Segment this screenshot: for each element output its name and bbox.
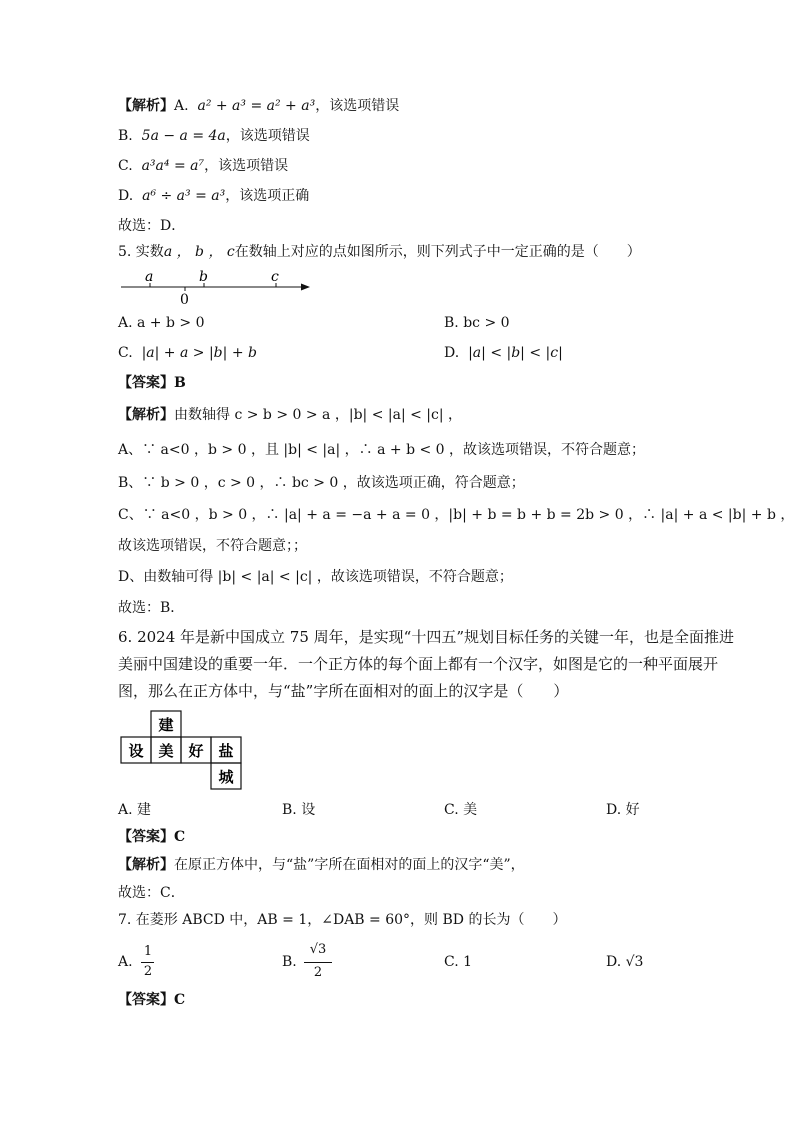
q7-answer: 【答案】C — [118, 992, 186, 1008]
q6-option-c: C. 美 — [444, 802, 478, 818]
q6-option-b: B. 设 — [282, 802, 316, 818]
net-char-top: 建 — [158, 716, 174, 734]
math-expression: |a| + a > |b| + b — [141, 345, 257, 361]
q6-stem-l2: 美丽中国建设的重要一年．一个正方体的每个面上都有一个汉字，如图是它的一种平面展开 — [118, 655, 719, 673]
question-number: 5. 实数 — [118, 244, 164, 260]
q7-stem: 7. 在菱形 ABCD 中，AB = 1，∠DAB = 60°，则 BD 的长为（ ） — [118, 912, 567, 928]
fraction-numerator: 1 — [143, 944, 153, 959]
net-char-bottom: 城 — [218, 768, 234, 786]
analysis-text: 在原正方体中，与“盐”字所在面相对的面上的汉字“美”， — [174, 857, 525, 873]
q5-option-b: B. bc > 0 — [444, 315, 510, 331]
arrow-right-icon — [301, 284, 310, 291]
label-zero: 0 — [180, 292, 189, 308]
q4-analysis-line-a — [118, 96, 399, 116]
math-expression: |a| < |b| < |c| — [468, 345, 563, 361]
fraction-denominator: 2 — [313, 965, 323, 980]
q4-analysis-line-c — [118, 156, 288, 176]
variables: a ， b ， c — [163, 244, 235, 260]
q4-analysis-line-d — [118, 186, 309, 206]
option-label: C. — [118, 158, 133, 174]
q6-option-d: D. 好 — [606, 802, 640, 818]
q5-stem — [118, 242, 641, 262]
label-a: a — [145, 269, 154, 285]
q6-conclusion: 故选：C． — [118, 885, 185, 901]
option-label: B. — [282, 954, 297, 970]
math-expression: a³a⁴ = a⁷ — [141, 158, 205, 174]
option-label: A. — [174, 98, 189, 114]
q5-option-c — [118, 343, 257, 363]
q6-stem-l1: 6. 2024 年是新中国成立 75 周年，是实现“十四五”规划目标任务的关键一年，也是全面推进 — [118, 628, 734, 646]
fraction-numerator: √3 — [309, 942, 327, 957]
q6-analysis-l1 — [118, 855, 525, 875]
math-expression: a⁶ ÷ a³ = a³ — [142, 188, 226, 204]
analysis-tag: 【解析】 — [118, 98, 174, 114]
net-char-2: 美 — [158, 742, 174, 760]
analysis-tag: 【解析】 — [118, 407, 174, 423]
q7-option-d: D. √3 — [606, 954, 644, 970]
q5-analysis-l6: D、由数轴可得 |b| < |a| < |c| ，故该选项错误，不符合题意； — [118, 569, 513, 585]
q5-analysis-l4: C、∵ a<0 ，b > 0 ，∴ |a| + a = −a + a = 0 ，|b| + b = b + b = 2b > 0 ，∴ |a| + a < |b| + b ， — [118, 507, 794, 523]
option-label: D. — [118, 188, 134, 204]
q5-analysis-l3: B、∵ b > 0 ，c > 0 ，∴ bc > 0 ，故该选项正确，符合题意； — [118, 475, 525, 491]
q5-analysis-l5: 故该选项错误，不符合题意；； — [118, 538, 307, 554]
math-expression: a² + a³ = a² + a³ — [197, 98, 316, 114]
q6-option-a: A. 建 — [118, 802, 152, 818]
q6-stem-l3: 图，那么在正方体中，与“盐”字所在面相对的面上的汉字是（ ） — [118, 682, 569, 700]
label-c: c — [271, 269, 279, 285]
q5-analysis-l2: A、∵ a<0 ，b > 0 ，且 |b| < |a| ，∴ a + b < 0 ，故该选项错误，不符合题意； — [118, 442, 646, 458]
q5-option-d — [444, 343, 563, 363]
option-label: D. — [444, 345, 460, 361]
analysis-tag: 【解析】 — [118, 857, 174, 873]
option-label: B. — [118, 128, 133, 144]
verdict-text: ，该选项正确 — [225, 188, 310, 204]
q5-conclusion: 故选：B． — [118, 600, 185, 616]
q6-answer: 【答案】C — [118, 829, 186, 845]
net-char-1: 设 — [128, 742, 144, 760]
net-char-3: 好 — [188, 742, 204, 760]
math-expression: 5a − a = 4a — [141, 128, 226, 144]
q7-option-c: C. 1 — [444, 954, 473, 970]
verdict-text: ，该选项错误 — [204, 158, 289, 174]
option-label: C. — [118, 345, 133, 361]
question-text: 在数轴上对应的点如图所示，则下列式子中一定正确的是（ ） — [234, 244, 641, 260]
verdict-text: ，该选项错误 — [315, 98, 400, 114]
q4-conclusion: 故选：D． — [118, 218, 186, 234]
label-b: b — [199, 269, 208, 285]
q5-option-a: A. a + b > 0 — [118, 315, 205, 331]
analysis-text: 由数轴得 c > b > 0 > a ，|b| < |a| < |c| ， — [174, 407, 463, 423]
q4-analysis-line-b — [118, 126, 310, 146]
number-line-figure — [118, 266, 318, 308]
q5-analysis-l1 — [118, 405, 462, 425]
option-label: A. — [118, 954, 133, 970]
verdict-text: ，该选项错误 — [225, 128, 310, 144]
cube-net-figure — [118, 710, 246, 790]
net-char-4: 盐 — [218, 742, 234, 760]
q5-answer: 【答案】B — [118, 375, 186, 391]
fraction-denominator: 2 — [143, 964, 153, 979]
